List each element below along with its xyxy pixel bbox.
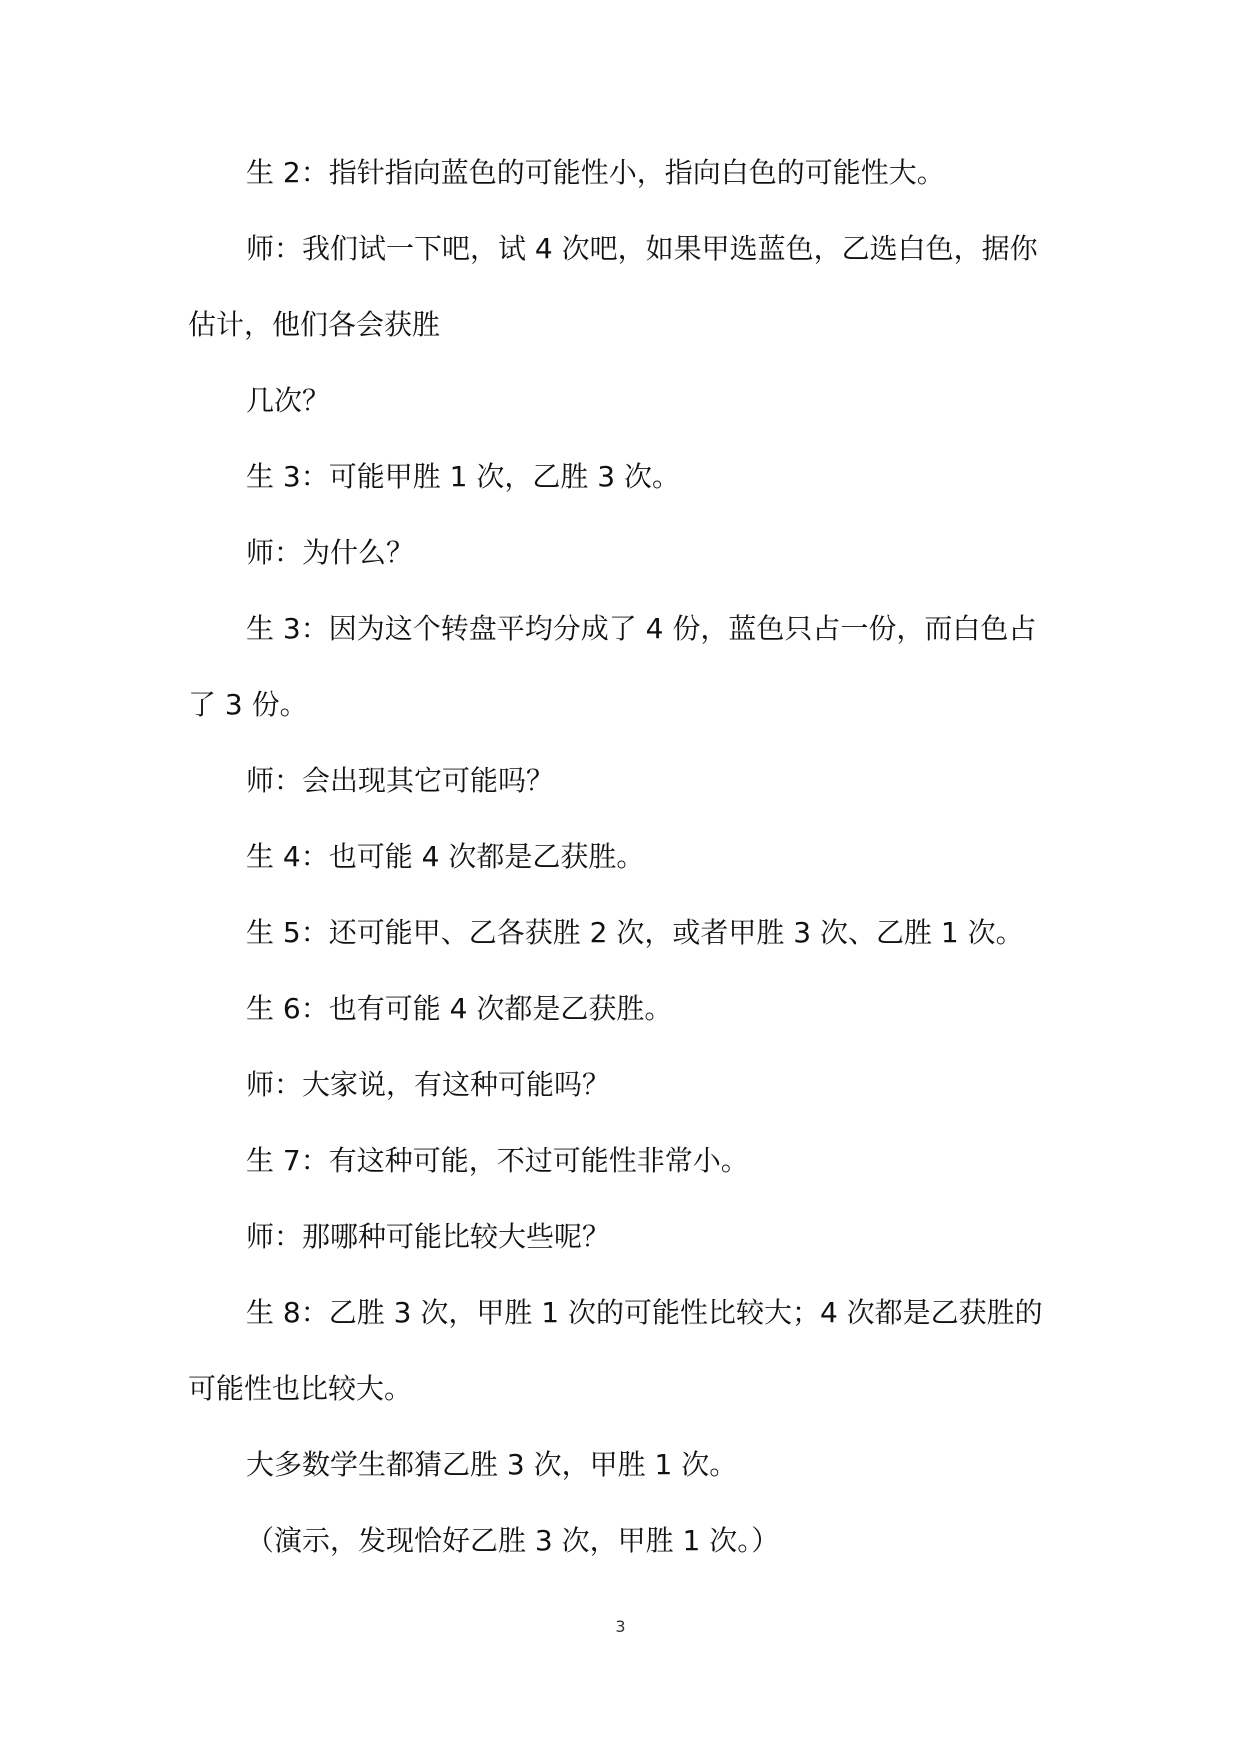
paragraph: 生 4：也可能 4 次都是乙获胜。 xyxy=(246,840,645,873)
paragraph: 生 6：也有可能 4 次都是乙获胜。 xyxy=(246,992,673,1025)
paragraph: 师：我们试一下吧，试 4 次吧，如果甲选蓝色，乙选白色，据你估计，他们各会获胜 xyxy=(188,232,1038,341)
paragraph: 大多数学生都猜乙胜 3 次，甲胜 1 次。 xyxy=(246,1448,738,1481)
paragraph: 几次？ xyxy=(246,384,331,417)
paragraph: 师：会出现其它可能吗？ xyxy=(246,764,555,797)
paragraph: 师：那哪种可能比较大些呢？ xyxy=(246,1220,611,1253)
paragraph: （演示，发现恰好乙胜 3 次，甲胜 1 次。） xyxy=(246,1524,780,1557)
paragraph: 生 3：可能甲胜 1 次，乙胜 3 次。 xyxy=(246,460,680,493)
paragraph: 生 2：指针指向蓝色的可能性小，指向白色的可能性大。 xyxy=(246,156,945,189)
page-number: 3 xyxy=(615,1617,626,1636)
paragraph: 生 7：有这种可能，不过可能性非常小。 xyxy=(246,1144,749,1177)
paragraph: 生 8：乙胜 3 次，甲胜 1 次的可能性比较大；4 次都是乙获胜的可能性也比较大。 xyxy=(188,1296,1043,1405)
paragraph: 生 5：还可能甲、乙各获胜 2 次，或者甲胜 3 次、乙胜 1 次。 xyxy=(246,916,1024,949)
page-body xyxy=(188,135,1048,1579)
paragraph: 生 3：因为这个转盘平均分成了 4 份，蓝色只占一份，而白色占了 3 份。 xyxy=(188,612,1037,721)
paragraph: 师：大家说，有这种可能吗？ xyxy=(246,1068,611,1101)
paragraph: 师：为什么？ xyxy=(246,536,415,569)
